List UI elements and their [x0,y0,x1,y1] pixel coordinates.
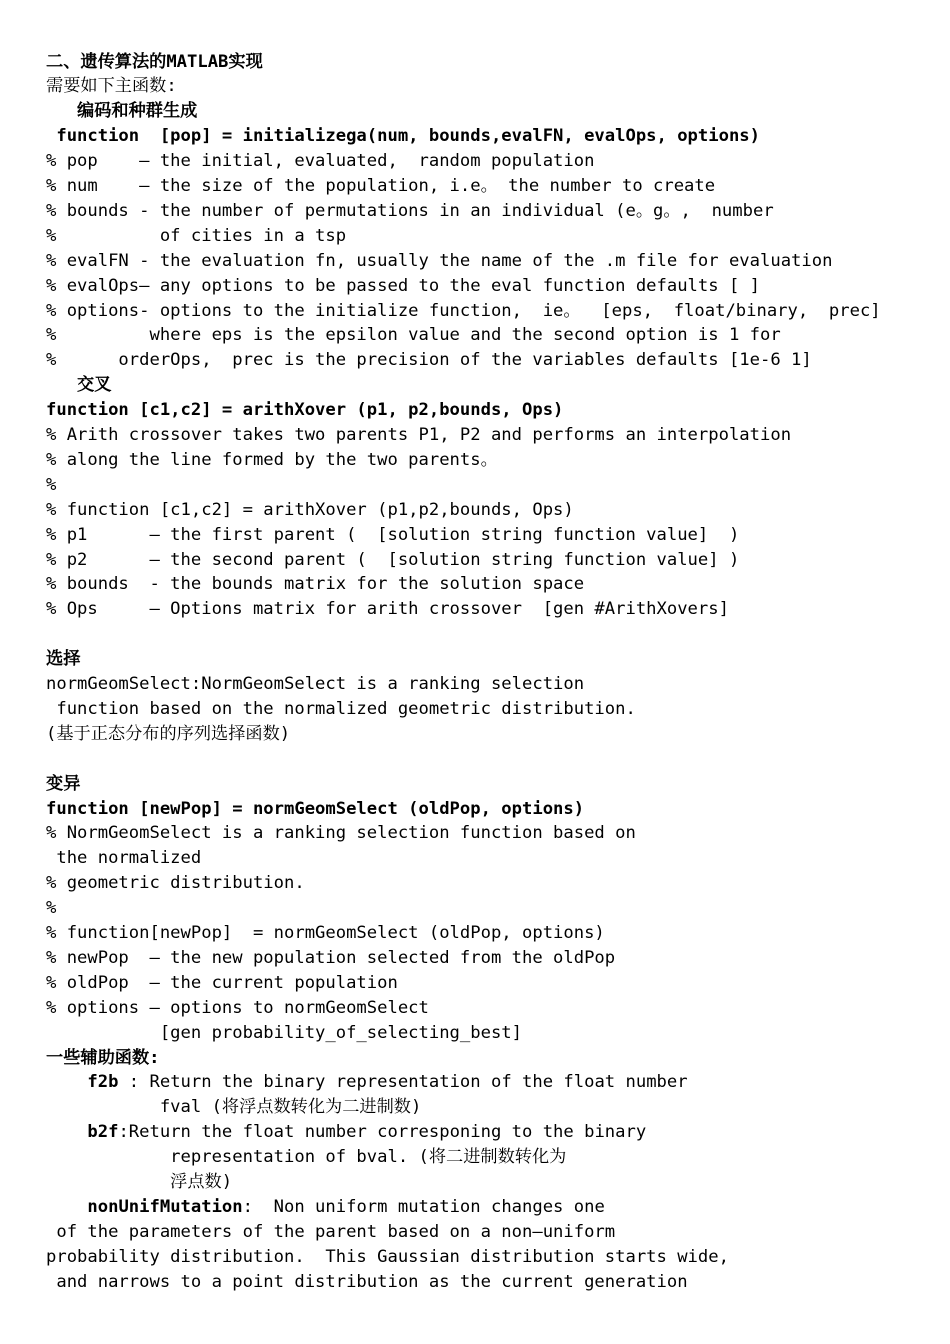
document-line: % num — the size of the population, i.e。 the number to create [46,176,716,196]
document-line: % options- options to the initialize function, ie。 [eps, float/binary, prec] [46,300,881,321]
document-line: % [46,474,57,495]
document-line: % Ops — Options matrix for arith crossover [gen #ArithXovers] [46,599,729,620]
document-line: 浮点数) [46,1172,233,1192]
document-line: 变异 [46,773,81,794]
document-line: the normalized [46,848,202,869]
document-line: % newPop — the new population selected from the oldPop [46,947,616,968]
document-line: % Arith crossover takes two parents P1, P2 and performs an interpolation [46,425,792,445]
document-line: % [46,898,57,919]
document-line: function [c1,c2] = arithXover (p1, p2,bounds, Ops) [46,400,564,421]
document-line: representation of bval. (将二进制数转化为 [46,1147,567,1168]
function-name: f2b [87,1072,119,1093]
document-line: 二、遗传算法的MATLAB实现 [46,51,263,72]
document-line: % p2 — the second parent ( [solution string function value] ) [46,549,740,570]
document-line: function [pop] = initializega(num, bounds,evalFN, evalOps, options) [46,126,760,147]
document-line: % bounds - the number of permutations in an individual (e。g。, number [46,200,774,221]
document-line: probability distribution. This Gaussian distribution starts wide, [46,1246,729,1267]
document-line: % function[newPop] = normGeomSelect (oldPop, options) [46,923,605,943]
document-line: 编码和种群生成 [46,101,198,122]
document-line: % geometric distribution. [46,873,305,894]
document-line: (基于正态分布的序列选择函数) [46,723,291,744]
document-line: of the parameters of the parent based on a non—uniform [46,1221,616,1242]
document-line: % bounds - the bounds matrix for the solution space [46,574,585,595]
document-line: 需要如下主函数: [46,76,177,97]
document-line: % evalFN - the evaluation fn, usually the name of the .m file for evaluation [46,250,833,271]
document-line: function based on the normalized geometric distribution. [46,698,636,719]
document-line: % pop — the initial, evaluated, random population [46,151,595,172]
document-line: and narrows to a point distribution as the current generation [46,1271,688,1292]
document-line: function [newPop] = normGeomSelect (oldPop, options) [46,798,585,819]
document-line: % function [c1,c2] = arithXover (p1,p2,bounds, Ops) [46,499,574,520]
document-line: % along the line formed by the two parents。 [46,449,498,470]
document-line: 选择 [46,649,81,670]
document-line: % NormGeomSelect is a ranking selection function based on [46,823,636,844]
document-line: % p1 — the first parent ( [solution string function value] ) [46,524,740,545]
document-line: % evalOps— any options to be passed to the eval function defaults [ ] [46,275,760,296]
document-line: % orderOps, prec is the precision of the variables defaults [1e-6 1] [46,350,812,371]
function-name: b2f [87,1122,119,1143]
document-line: normGeomSelect:NormGeomSelect is a ranking selection [46,674,585,694]
document-line: nonUnifMutation: Non uniform mutation changes one [87,1196,605,1217]
document-line: f2b : Return the binary representation of the float number [87,1072,688,1093]
document-line: b2f:Return the float number corresponing to the binary [87,1122,647,1143]
document-line: [gen probability_of_selecting_best] [46,1022,522,1043]
document-line: % options — options to normGeomSelect [46,997,429,1018]
document-line: % oldPop — the current population [46,972,398,993]
document-line: 交叉 [46,375,112,396]
document-line: % of cities in a tsp [46,225,347,246]
function-name: nonUnifMutation [87,1196,243,1217]
document-line: fval (将浮点数转化为二进制数) [46,1097,422,1118]
document-line: % where eps is the epsilon value and the second option is 1 for [46,325,781,346]
document-line: 一些辅助函数: [46,1047,160,1068]
